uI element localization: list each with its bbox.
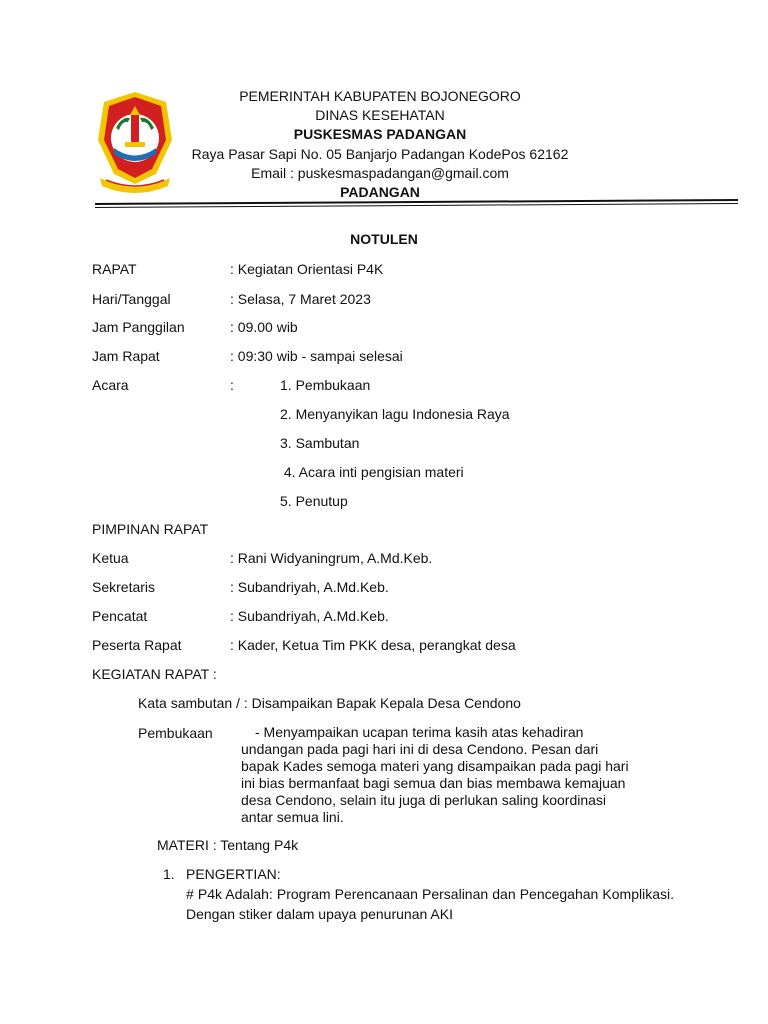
field-label-meeting-time: Jam Rapat (92, 348, 160, 364)
letterhead-institution: PUSKESMAS PADANGAN (293, 126, 467, 142)
field-label-rapat: RAPAT (92, 261, 137, 277)
pembukaan-line: - Menyampaikan ucapan terima kasih atas kehadiran (255, 724, 584, 740)
pembukaan-line: bapak Kades semoga materi yang disampaikan pada pagi hari (241, 758, 629, 774)
letterhead-address: Raya Pasar Sapi No. 05 Banjarjo Padangan KodePos 62162 (191, 146, 569, 162)
activity-pembukaan-text (241, 724, 681, 826)
leadership-label-chair: Ketua (92, 550, 129, 566)
agenda-item: 3. Sambutan (280, 435, 360, 451)
leadership-label-participants: Peserta Rapat (92, 637, 182, 653)
activity-pembukaan-label: Pembukaan (138, 725, 213, 741)
document-title: NOTULEN (350, 231, 418, 247)
field-value-date: : Selasa, 7 Maret 2023 (230, 291, 371, 307)
materi-heading: MATERI : Tentang P4k (157, 837, 299, 853)
agenda-item: 1. Pembukaan (280, 377, 371, 393)
letterhead-email: Email : puskesmaspadangan@gmail.com (251, 165, 509, 181)
field-label-agenda: Acara (92, 377, 129, 393)
pengertian-number: 1. (163, 866, 175, 882)
field-value-rapat: : Kegiatan Orientasi P4K (230, 261, 384, 277)
leadership-value-recorder: : Subandriyah, A.Md.Keb. (230, 608, 389, 624)
agenda-item: 4. Acara inti pengisian materi (280, 464, 464, 480)
leadership-value-chair: : Rani Widyaningrum, A.Md.Keb. (230, 550, 433, 566)
pengertian-heading: PENGERTIAN: (186, 866, 281, 882)
pembukaan-line: ini bias bermanfaat bagi semua dan bias membawa kemajuan (241, 775, 626, 791)
pembukaan-line: antar semua lini. (241, 809, 344, 825)
field-value-agenda-colon: : (230, 377, 234, 393)
activity-sambutan: Kata sambutan / : Disampaikan Bapak Kepala Desa Cendono (138, 695, 521, 711)
letterhead-department: DINAS KESEHATAN (315, 107, 445, 123)
leadership-value-participants: : Kader, Ketua Tim PKK desa, perangkat desa (230, 637, 516, 653)
leadership-label-recorder: Pencatat (92, 608, 148, 624)
field-label-call-time: Jam Panggilan (92, 319, 185, 335)
agenda-item: 5. Penutup (280, 493, 348, 509)
leadership-value-secretary: : Subandriyah, A.Md.Keb. (230, 579, 389, 595)
pembukaan-line: desa Cendono, selain itu juga di perlukan saling koordinasi (241, 792, 607, 808)
agenda-item: 2. Menyanyikan lagu Indonesia Raya (280, 406, 510, 422)
field-value-call-time: : 09.00 wib (230, 319, 298, 335)
field-value-meeting-time: : 09:30 wib - sampai selesai (230, 348, 403, 364)
leadership-heading: PIMPINAN RAPAT (92, 521, 209, 537)
pengertian-text: # P4k Adalah: Program Perencanaan Persalinan dan Pencegahan Komplikasi. Dengan stiker dalam upaya penurunan AKI (186, 886, 674, 922)
letterhead-city: PADANGAN (340, 184, 420, 200)
field-label-date: Hari/Tanggal (92, 291, 171, 307)
letterhead-government: PEMERINTAH KABUPATEN BOJONEGORO (239, 88, 521, 104)
leadership-label-secretary: Sekretaris (92, 579, 156, 595)
pembukaan-line: undangan pada pagi hari ini di desa Cendono. Pesan dari (241, 741, 599, 757)
activities-heading: KEGIATAN RAPAT : (92, 666, 217, 682)
